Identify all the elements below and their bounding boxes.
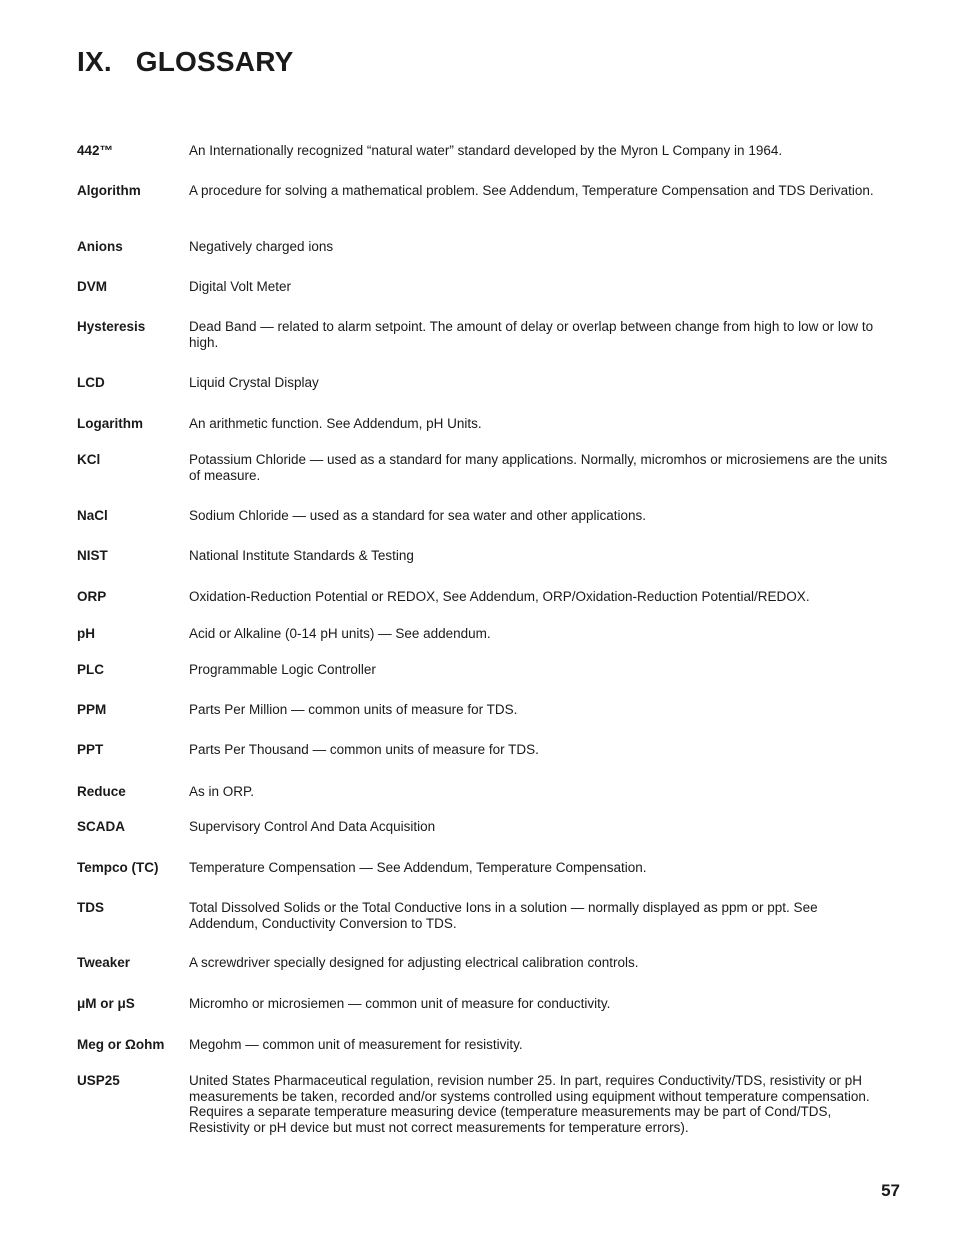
glossary-term: Anions	[77, 239, 123, 254]
glossary-term: Tweaker	[77, 955, 131, 970]
glossary-definition: A screwdriver specially designed for adjusting electrical calibration controls.	[189, 955, 639, 970]
glossary-definition: An arithmetic function. See Addendum, pH Units.	[189, 416, 482, 431]
glossary-definition: National Institute Standards & Testing	[189, 548, 414, 563]
glossary-term: PPT	[77, 742, 104, 757]
glossary-term: DVM	[77, 279, 107, 294]
glossary-definition: Temperature Compensation — See Addendum, Temperature Compensation.	[189, 860, 647, 875]
glossary-definition: Total Dissolved Solids or the Total Conductive Ions in a solution — normally displayed as ppm or ppt. See Addendum, Conductivity Conversion to TDS.	[189, 900, 818, 931]
glossary-term: SCADA	[77, 819, 126, 834]
glossary-definition: United States Pharmaceutical regulation, revision number 25. In part, requires Conductivity/TDS, resistivity or pH measurements be taken, recorded and/or systems controlled using equipment without temperature compensation. Requires a separate temperature measuring device (temperature measurements may be part of Cond/TDS, Resistivity or pH device but must not correct measurements for temperature errors).	[189, 1073, 870, 1135]
glossary-definition: Parts Per Thousand — common units of measure for TDS.	[189, 742, 539, 757]
glossary-definition: Micromho or microsiemen — common unit of measure for conductivity.	[189, 996, 611, 1011]
glossary-term: Tempco (TC)	[77, 860, 159, 875]
glossary-term: Algorithm	[77, 183, 141, 198]
page-number: 57	[881, 1181, 900, 1200]
glossary-definition: Parts Per Million — common units of measure for TDS.	[189, 702, 518, 717]
page-title: IX. GLOSSARY	[77, 46, 294, 77]
glossary-term: USP25	[77, 1073, 120, 1088]
glossary-term: Logarithm	[77, 416, 143, 431]
glossary-term: 442™	[77, 143, 114, 158]
glossary-term: μM or μS	[77, 996, 135, 1011]
glossary-definition: Supervisory Control And Data Acquisition	[189, 819, 436, 834]
glossary-term: NIST	[77, 548, 108, 563]
glossary-definition: Negatively charged ions	[189, 239, 334, 254]
glossary-definition: An Internationally recognized “natural water” standard developed by the Myron L Company in 1964.	[189, 143, 783, 158]
glossary-term: PPM	[77, 702, 107, 717]
glossary-definition: Sodium Chloride — used as a standard for sea water and other applications.	[189, 508, 647, 523]
glossary-term: pH	[77, 626, 95, 641]
glossary-definition: Megohm — common unit of measurement for resistivity.	[189, 1037, 523, 1052]
glossary-term: Reduce	[77, 784, 126, 799]
glossary-definition: Digital Volt Meter	[189, 279, 292, 294]
glossary-definition: As in ORP.	[189, 784, 255, 799]
glossary-definition: Dead Band — related to alarm setpoint. The amount of delay or overlap between change from high to low or low to high.	[189, 319, 874, 350]
glossary-term: NaCl	[77, 508, 108, 523]
glossary-term: ORP	[77, 589, 107, 604]
glossary-term: Meg or Ωohm	[77, 1037, 165, 1052]
glossary-definition: Programmable Logic Controller	[189, 662, 376, 677]
glossary-term: KCl	[77, 452, 101, 467]
glossary-definition: Acid or Alkaline (0-14 pH units) — See addendum.	[189, 626, 491, 641]
glossary-term: PLC	[77, 662, 104, 677]
glossary-definition: Potassium Chloride — used as a standard for many applications. Normally, micromhos or microsiemens are the units of measure.	[189, 452, 888, 483]
glossary-term: TDS	[77, 900, 104, 915]
glossary-definition: Liquid Crystal Display	[189, 375, 319, 390]
glossary-definition: A procedure for solving a mathematical problem. See Addendum, Temperature Compensation and TDS Derivation.	[189, 183, 874, 198]
glossary-term: Hysteresis	[77, 319, 146, 334]
glossary-term: LCD	[77, 375, 105, 390]
glossary-definition: Oxidation-Reduction Potential or REDOX, See Addendum, ORP/Oxidation-Reduction Potential/REDOX.	[189, 589, 810, 604]
